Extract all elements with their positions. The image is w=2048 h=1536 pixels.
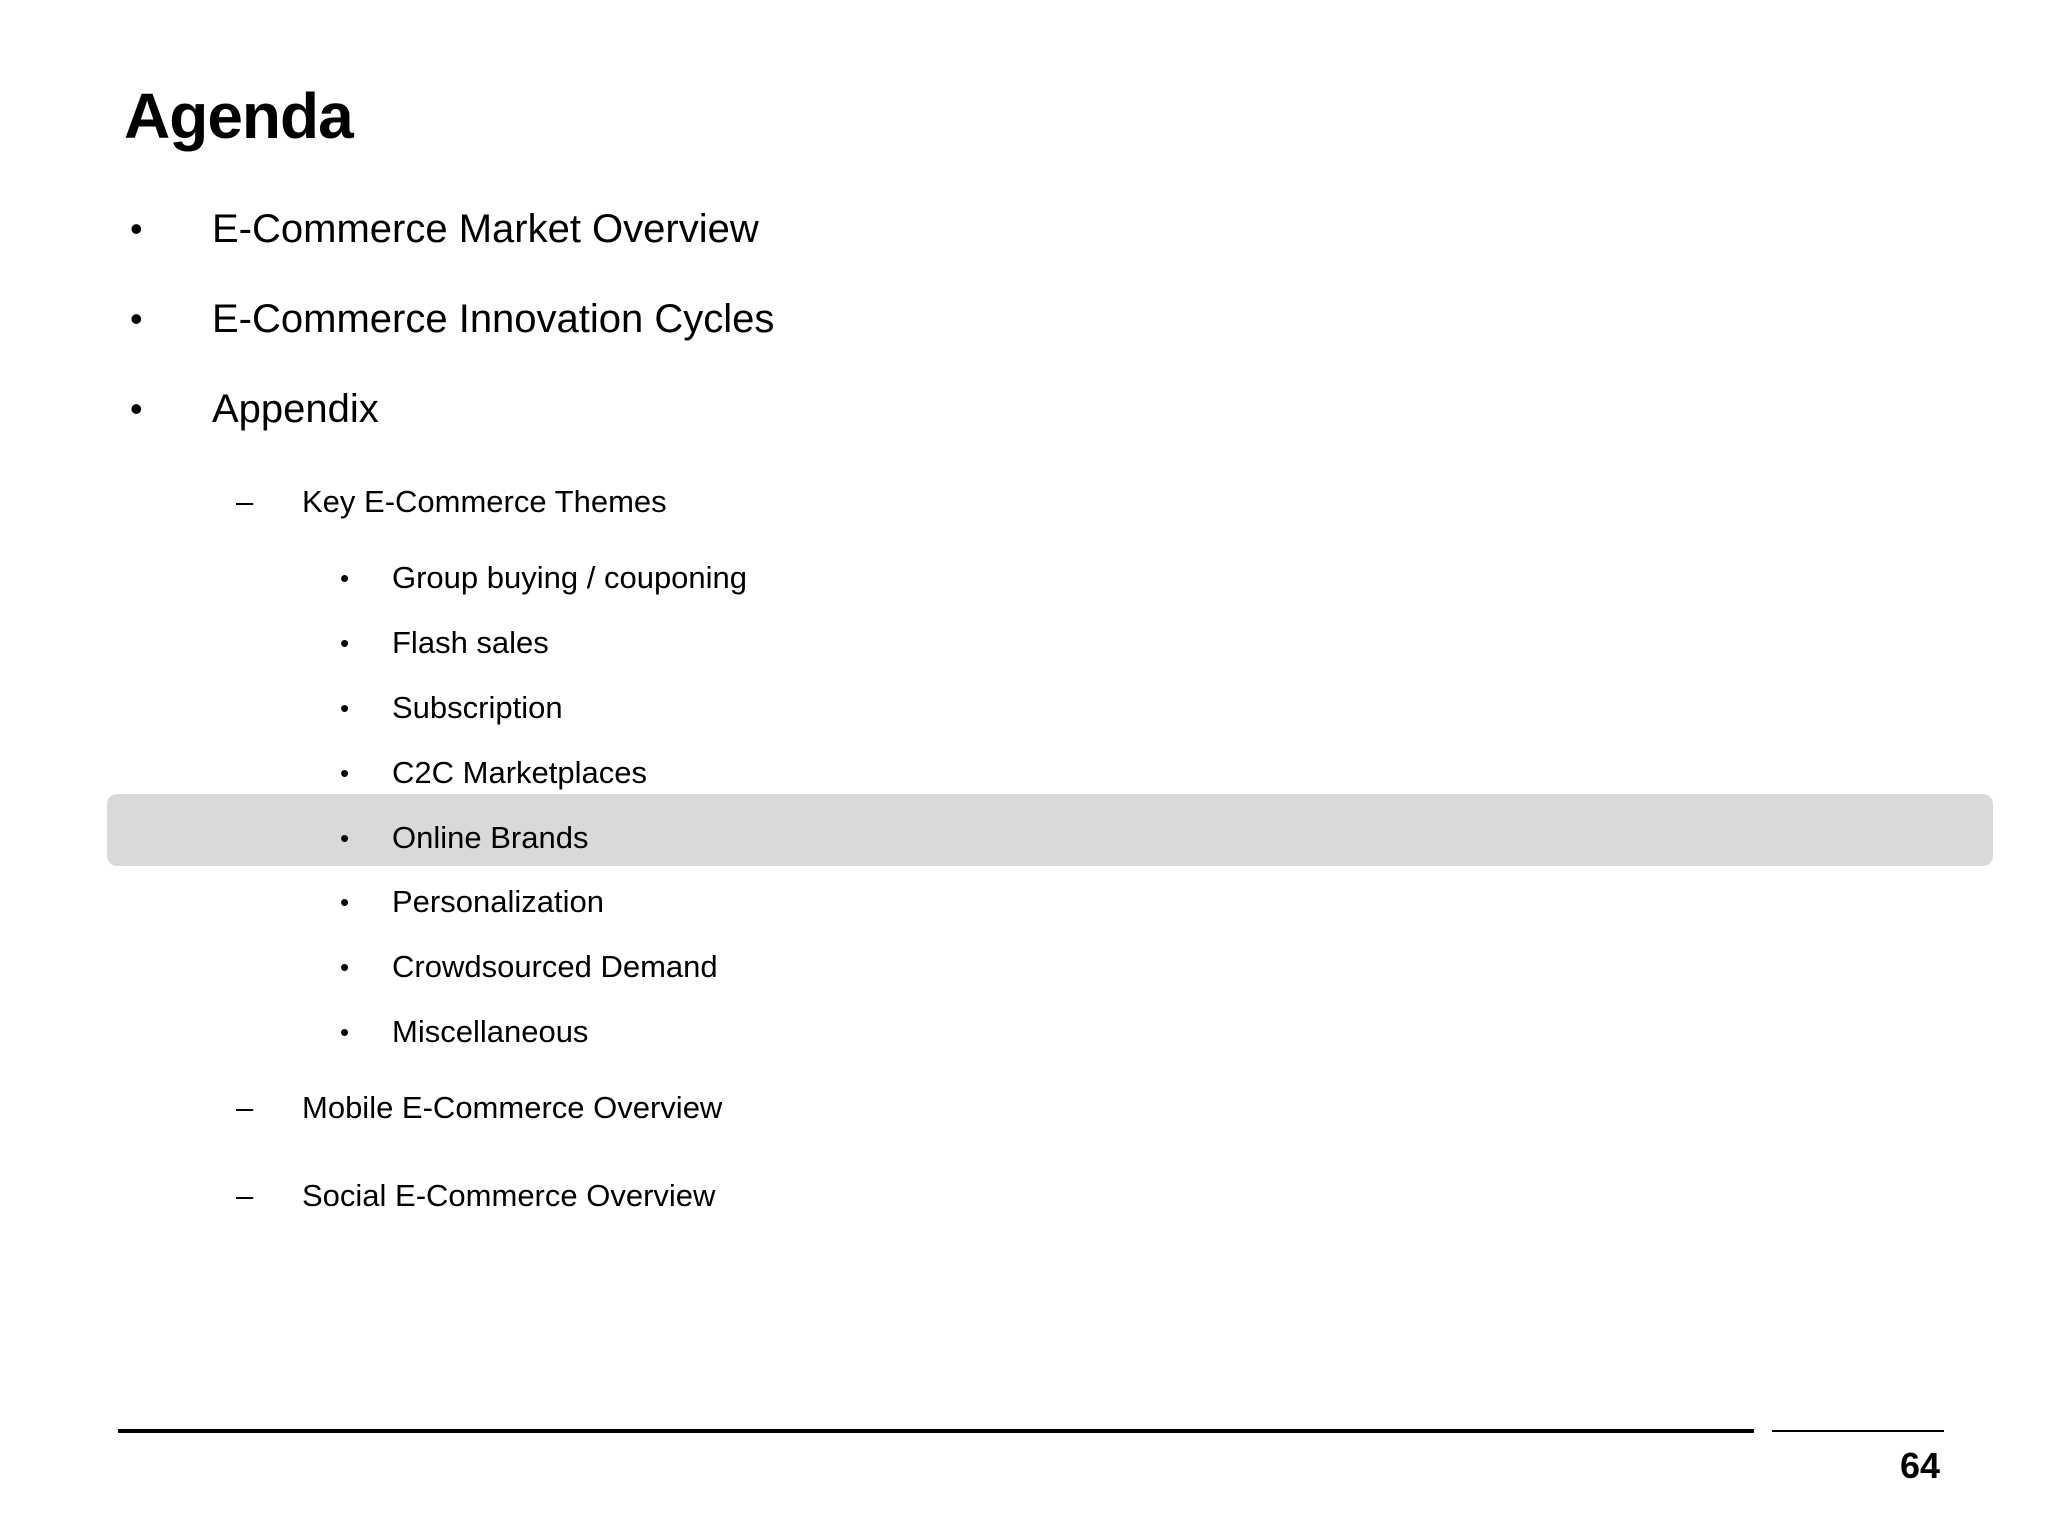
theme-item-label: Flash sales xyxy=(392,625,549,660)
dash-icon: – xyxy=(236,1178,254,1213)
bullet-icon: • xyxy=(340,823,350,853)
current-section-highlight xyxy=(107,794,1993,866)
bullet-icon: • xyxy=(130,208,143,249)
bullet-icon: • xyxy=(340,758,350,788)
slide-title: Agenda xyxy=(124,80,353,152)
footer-rule xyxy=(118,1429,1754,1433)
bullet-icon: • xyxy=(340,693,350,723)
theme-item-label: Group buying / couponing xyxy=(392,560,748,595)
bullet-icon: • xyxy=(340,952,350,982)
dash-icon: – xyxy=(236,1090,254,1125)
agenda-item-label: E-Commerce Innovation Cycles xyxy=(212,297,775,341)
page-number: 64 xyxy=(1899,1445,1940,1486)
agenda-subitem-label: Mobile E-Commerce Overview xyxy=(302,1090,723,1125)
dash-icon: – xyxy=(236,484,254,519)
bullet-icon: • xyxy=(340,628,350,658)
theme-item-label: Miscellaneous xyxy=(392,1014,589,1049)
agenda-subitem-label: Social E-Commerce Overview xyxy=(302,1178,716,1213)
theme-item-label: Online Brands xyxy=(392,820,589,855)
agenda-item-label: E-Commerce Market Overview xyxy=(212,207,759,251)
footer-page-rule xyxy=(1772,1430,1944,1432)
bullet-icon: • xyxy=(130,298,143,339)
bullet-icon: • xyxy=(130,388,143,429)
bullet-icon: • xyxy=(340,1017,350,1047)
theme-item-label: Subscription xyxy=(392,690,563,725)
bullet-icon: • xyxy=(340,563,350,593)
theme-item-label: Personalization xyxy=(392,884,604,919)
theme-item-label: Crowdsourced Demand xyxy=(392,949,718,984)
bullet-icon: • xyxy=(340,887,350,917)
theme-item-label: C2C Marketplaces xyxy=(392,755,647,790)
agenda-subitem-label: Key E-Commerce Themes xyxy=(302,484,667,519)
agenda-item-label: Appendix xyxy=(212,387,379,431)
